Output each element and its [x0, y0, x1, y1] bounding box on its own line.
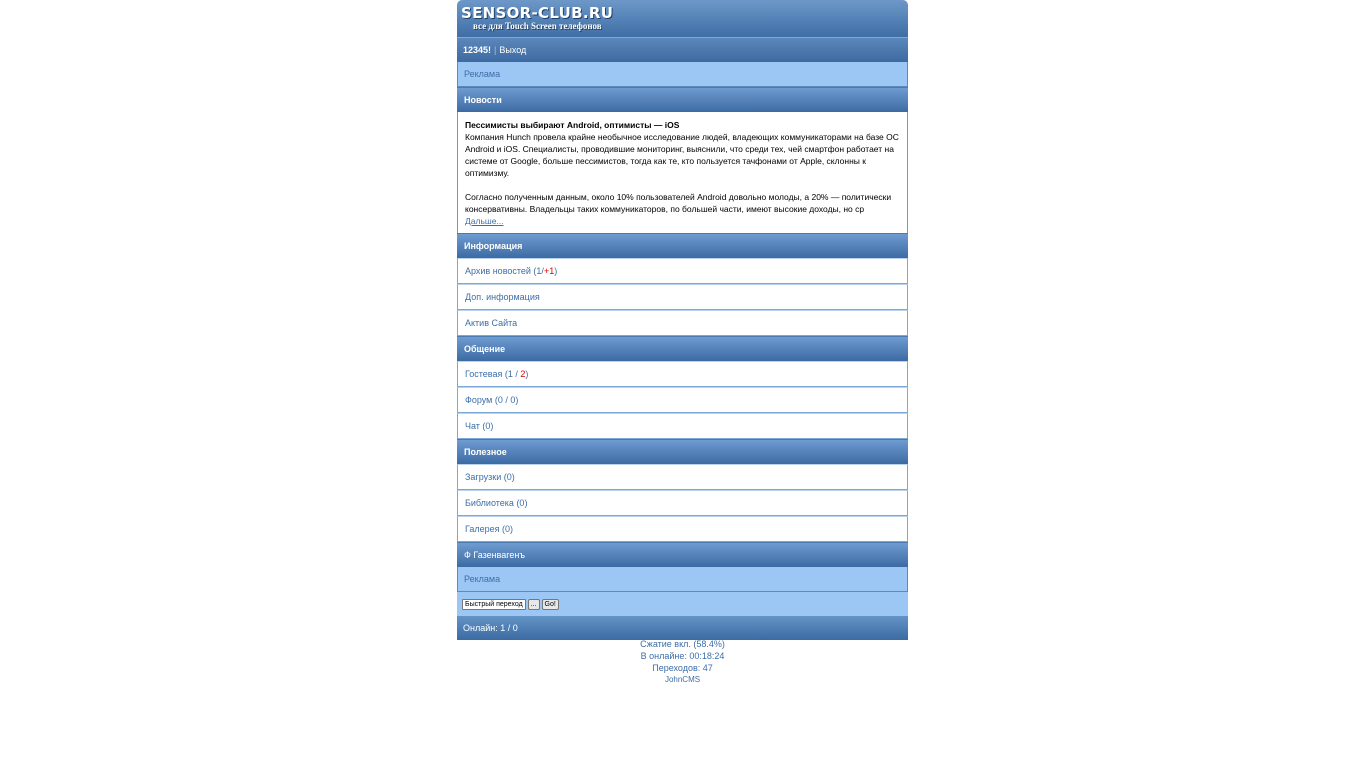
footer	[457, 638, 908, 686]
news-paragraph-2-text: Согласно полученным данным, около 10% пользователей Android довольно молоды, а 20% — политически консервативны. Владельцы таких коммуникаторов, по большей части, имеют высокие доходы, но ср	[465, 192, 892, 214]
separator: |	[494, 45, 497, 55]
ad-bottom	[457, 567, 908, 592]
site-logo[interactable]	[457, 0, 908, 37]
info-header: Информация	[457, 233, 908, 258]
compression-info: Сжатие вкл. (58.4%)	[640, 639, 725, 649]
username[interactable]: 12345!	[463, 45, 492, 55]
quick-jump-select[interactable]: Быстрый переход	[462, 599, 526, 610]
menu-item-extra-info[interactable]	[457, 284, 908, 310]
go-button[interactable]: Go!	[542, 599, 559, 610]
news-archive-label: Архив новостей (1/	[465, 266, 544, 276]
news-paragraph-1: Компания Hunch провела крайне необычное исследование людей, владеющих коммуникаторами на базе ОС Android и iOS. Специалисты, проводившие мониторинг, выяснили, что среди тех, чей смартфон работает на системе от Google, больше пессимистов, тогда как те, кто пользуется тачфонами от Apple, склонны к оптимизму.	[465, 132, 899, 178]
menu-item-site-active[interactable]	[457, 310, 908, 336]
news-paragraph-2	[465, 191, 900, 227]
online-time: В онлайне: 00:18:24	[640, 651, 725, 661]
news-block	[457, 112, 908, 233]
news-archive-close: )	[554, 266, 558, 276]
page-container	[457, 0, 908, 640]
bottom-header[interactable]: Ф Газенвагенъ	[457, 542, 908, 567]
menu-item-downloads[interactable]	[457, 464, 908, 490]
library-link[interactable]: Библиотека (0)	[465, 498, 528, 508]
site-active-link[interactable]: Актив Сайта	[465, 318, 518, 328]
menu-item-news-archive[interactable]	[457, 258, 908, 284]
useful-header: Полезное	[457, 439, 908, 464]
guestbook-label: Гостевая (1 /	[465, 369, 521, 379]
transitions-count: Переходов: 47	[652, 663, 713, 673]
guestbook-new-count: 2	[520, 369, 526, 379]
menu-item-chat[interactable]	[457, 413, 908, 439]
downloads-link[interactable]: Загрузки (0)	[465, 472, 515, 482]
gallery-link[interactable]: Галерея (0)	[465, 524, 514, 534]
menu-item-gallery[interactable]	[457, 516, 908, 542]
guestbook-link[interactable]	[465, 369, 528, 379]
news-title: Пессимисты выбирают Android, оптимисты — iOS	[465, 120, 680, 130]
quick-jump-bar	[457, 592, 908, 616]
ad-top-link[interactable]: Реклама	[464, 69, 501, 79]
ad-top	[457, 62, 908, 87]
menu-item-library[interactable]	[457, 490, 908, 516]
logout-link[interactable]: Выход	[499, 45, 527, 55]
news-archive-new-count: +1	[543, 266, 555, 276]
guestbook-close: )	[525, 369, 529, 379]
online-bar[interactable]: Онлайн: 1 / 0	[457, 616, 908, 640]
logo-subtitle: все для Touch Screen телефонов	[473, 21, 602, 31]
extra-info-link[interactable]: Доп. информация	[465, 292, 540, 302]
menu-item-guestbook[interactable]	[457, 361, 908, 387]
news-archive-link[interactable]	[465, 266, 557, 276]
cms-link[interactable]: JohnCMS	[664, 675, 701, 684]
chat-link[interactable]: Чат (0)	[465, 421, 494, 431]
ad-bottom-link[interactable]: Реклама	[464, 574, 501, 584]
forum-link[interactable]: Форум (0 / 0)	[465, 395, 519, 405]
logo-title: SENSOR-CLUB.RU	[461, 4, 614, 22]
news-more-link[interactable]: Дальше...	[465, 216, 504, 226]
menu-item-forum[interactable]	[457, 387, 908, 413]
communication-header: Общение	[457, 336, 908, 361]
news-header: Новости	[457, 87, 908, 112]
user-bar	[457, 37, 908, 62]
dots-button[interactable]: ...	[528, 599, 540, 610]
